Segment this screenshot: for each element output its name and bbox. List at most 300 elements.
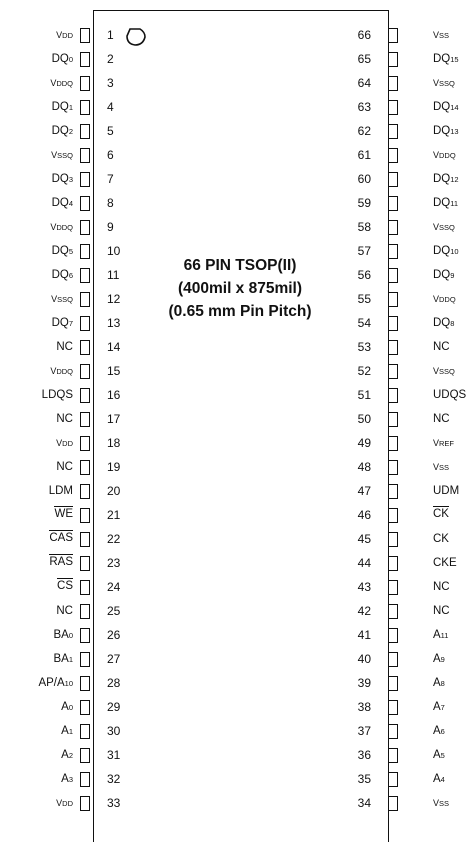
pin-signal-base: DQ bbox=[51, 197, 69, 209]
pin-signal-subscript: DD bbox=[62, 799, 73, 808]
pin-signal-subscript: DDQ bbox=[56, 223, 73, 232]
pin-pad bbox=[80, 196, 90, 211]
pin-signal-name bbox=[56, 436, 73, 451]
pin-signal-subscript: SS bbox=[439, 463, 450, 472]
pin-signal-base: DQ bbox=[51, 317, 69, 329]
package-title bbox=[140, 254, 340, 323]
pin-pad bbox=[80, 52, 90, 67]
pin-signal-subscript: 8 bbox=[440, 679, 445, 688]
pin-signal-subscript: DDQ bbox=[439, 295, 456, 304]
pin-signal-subscript: 9 bbox=[440, 655, 445, 664]
pin-signal-base: V bbox=[56, 30, 63, 40]
pin-signal-name bbox=[433, 604, 450, 618]
pin-pad bbox=[388, 580, 398, 595]
pin-pad bbox=[80, 484, 90, 499]
pin-signal-subscript: 0 bbox=[68, 631, 73, 640]
pin-signal-base: DQ bbox=[433, 269, 451, 281]
pin-pad bbox=[388, 604, 398, 619]
pin-signal-subscript: 7 bbox=[440, 703, 445, 712]
pin-pad bbox=[388, 364, 398, 379]
pin-number: 9 bbox=[107, 220, 114, 234]
pin-signal-base: NC bbox=[56, 413, 73, 425]
pin-signal-name bbox=[42, 388, 73, 402]
pin-signal-name bbox=[50, 76, 73, 91]
pin-signal-name bbox=[433, 316, 454, 331]
pin-signal-name bbox=[433, 268, 454, 283]
pin-signal-base: DQ bbox=[433, 173, 451, 185]
pin-signal-name bbox=[433, 28, 449, 43]
pin-signal-base: V bbox=[51, 294, 58, 304]
pin-signal-base: A bbox=[433, 749, 441, 761]
pin-pad bbox=[80, 340, 90, 355]
pin-signal-subscript: 10 bbox=[64, 679, 73, 688]
pin-signal-base: V bbox=[433, 366, 440, 376]
pin-pad bbox=[388, 340, 398, 355]
pin-signal-subscript: 2 bbox=[68, 127, 73, 136]
pin-pad bbox=[388, 436, 398, 451]
pin-pad bbox=[80, 652, 90, 667]
pin-number: 56 bbox=[357, 268, 371, 282]
pin-pad bbox=[80, 460, 90, 475]
pin-signal-base: CK bbox=[433, 533, 449, 545]
pin-signal-subscript: SSQ bbox=[439, 223, 455, 232]
pin-signal-subscript: 1 bbox=[68, 727, 73, 736]
pin-signal-name bbox=[433, 364, 455, 379]
pin-pad bbox=[388, 748, 398, 763]
pin-signal-name bbox=[433, 388, 466, 402]
pin-signal-name bbox=[52, 316, 73, 331]
pin-signal-base: A bbox=[433, 677, 441, 689]
pin-signal-name bbox=[433, 628, 448, 643]
pin-pad bbox=[388, 172, 398, 187]
pin-number: 3 bbox=[107, 76, 114, 90]
pin-number: 60 bbox=[357, 172, 371, 186]
pin-number: 17 bbox=[107, 412, 121, 426]
pin-signal-base: DQ bbox=[433, 125, 451, 137]
pin-pad bbox=[388, 244, 398, 259]
pin-pad bbox=[80, 580, 90, 595]
pin-signal-name bbox=[52, 244, 73, 259]
pin-number: 32 bbox=[107, 772, 121, 786]
pin-signal-name bbox=[433, 52, 459, 67]
pin-pad bbox=[80, 316, 90, 331]
chip-body-outline bbox=[93, 10, 389, 842]
pin-signal-base: V bbox=[433, 438, 440, 448]
pin-signal-subscript: SS bbox=[439, 799, 450, 808]
pin-signal-base: V bbox=[56, 798, 63, 808]
pin-pad bbox=[388, 388, 398, 403]
pin-pad bbox=[80, 28, 90, 43]
pin-number: 39 bbox=[357, 676, 371, 690]
pin-number: 42 bbox=[357, 604, 371, 618]
pin-number: 51 bbox=[357, 388, 371, 402]
pin-number: 22 bbox=[107, 532, 121, 546]
pin-signal-subscript: DDQ bbox=[56, 367, 73, 376]
pin-signal-subscript: DD bbox=[62, 31, 73, 40]
pin-signal-name bbox=[433, 532, 449, 546]
pin-signal-name bbox=[52, 172, 73, 187]
pin-number: 36 bbox=[357, 748, 371, 762]
pin-signal-name bbox=[50, 220, 73, 235]
pin-signal-name bbox=[56, 604, 73, 618]
pin-pad bbox=[80, 508, 90, 523]
pin-signal-base: A bbox=[61, 749, 69, 761]
pin-signal-subscript: 7 bbox=[68, 319, 73, 328]
pin-number: 28 bbox=[107, 676, 121, 690]
pin-signal-subscript: 6 bbox=[68, 271, 73, 280]
pin-signal-base: DQ bbox=[433, 317, 451, 329]
pin-number: 41 bbox=[357, 628, 371, 642]
pin-signal-subscript: SSQ bbox=[57, 295, 73, 304]
pin-number: 13 bbox=[107, 316, 121, 330]
pin-signal-name bbox=[433, 506, 449, 521]
pin-number: 11 bbox=[107, 268, 120, 282]
pin-pad bbox=[388, 652, 398, 667]
pin-signal-base: NC bbox=[56, 461, 73, 473]
pin-pad bbox=[80, 412, 90, 427]
pin-pad bbox=[80, 100, 90, 115]
pin-number: 18 bbox=[107, 436, 121, 450]
pin-signal-base: NC bbox=[433, 413, 450, 425]
pin-signal-base: V bbox=[50, 78, 57, 88]
pin-signal-subscript: SSQ bbox=[57, 151, 73, 160]
pin-signal-name bbox=[433, 100, 459, 115]
pin-pad bbox=[80, 172, 90, 187]
pin-signal-subscript: SSQ bbox=[439, 79, 455, 88]
pin-number: 20 bbox=[107, 484, 121, 498]
pin-signal-base: BA bbox=[53, 653, 69, 665]
pin-pad bbox=[80, 244, 90, 259]
pin-pad bbox=[388, 484, 398, 499]
pin-signal-subscript: 5 bbox=[68, 247, 73, 256]
pin-number: 66 bbox=[357, 28, 371, 42]
pin-pad bbox=[80, 292, 90, 307]
pin-signal-subscript: SSQ bbox=[439, 367, 455, 376]
pin-signal-base: A bbox=[433, 653, 441, 665]
pin-signal-base: A bbox=[433, 725, 441, 737]
pin-signal-name bbox=[56, 28, 73, 43]
pin-signal-name bbox=[433, 148, 456, 163]
pin-signal-base: V bbox=[50, 222, 57, 232]
pin-pad bbox=[80, 532, 90, 547]
pin-pad bbox=[388, 796, 398, 811]
pin-number: 25 bbox=[107, 604, 121, 618]
pin-pad bbox=[80, 268, 90, 283]
pin-pad bbox=[80, 76, 90, 91]
pin-pad bbox=[80, 364, 90, 379]
pin-number: 26 bbox=[107, 628, 121, 642]
pin-signal-base: DQ bbox=[433, 101, 451, 113]
pin-signal-subscript: 11 bbox=[440, 631, 449, 640]
pin-number: 15 bbox=[107, 364, 121, 378]
pin-signal-subscript: 2 bbox=[68, 751, 73, 760]
pin-number: 59 bbox=[357, 196, 371, 210]
pin-number: 45 bbox=[357, 532, 371, 546]
pin-number: 58 bbox=[357, 220, 371, 234]
pin-number: 27 bbox=[107, 652, 121, 666]
pin-number: 10 bbox=[107, 244, 121, 258]
pin-number: 61 bbox=[357, 148, 371, 162]
pin-number: 54 bbox=[357, 316, 371, 330]
pin-number: 49 bbox=[357, 436, 371, 450]
pin-signal-base: DQ bbox=[51, 125, 69, 137]
pin-signal-base: V bbox=[433, 222, 440, 232]
pin-number: 33 bbox=[107, 796, 121, 810]
pin-signal-name bbox=[53, 652, 73, 667]
pin-pad bbox=[80, 724, 90, 739]
pin-pad bbox=[388, 148, 398, 163]
pin-number: 23 bbox=[107, 556, 121, 570]
pin-signal-base: NC bbox=[56, 341, 73, 353]
pin-number: 2 bbox=[107, 52, 114, 66]
pin-number: 24 bbox=[107, 580, 121, 594]
pin-signal-name bbox=[56, 412, 73, 426]
pin-pad bbox=[388, 628, 398, 643]
pin-signal-subscript: 5 bbox=[440, 751, 445, 760]
pin-signal-subscript: REF bbox=[439, 439, 455, 448]
pin-signal-name bbox=[56, 460, 73, 474]
pin-signal-name bbox=[433, 772, 445, 787]
package-name: 66 PIN TSOP(II) bbox=[183, 257, 297, 274]
pin-signal-name bbox=[433, 244, 459, 259]
pin-signal-base: A bbox=[433, 629, 441, 641]
pin-number: 63 bbox=[357, 100, 371, 114]
pin-pad bbox=[388, 28, 398, 43]
pin-signal-base: DQ bbox=[51, 269, 69, 281]
pin-signal-base: CAS bbox=[49, 532, 73, 544]
pin-signal-name bbox=[61, 724, 73, 739]
pin-number: 31 bbox=[107, 748, 121, 762]
pin-number: 21 bbox=[107, 508, 121, 522]
pin-pad bbox=[80, 124, 90, 139]
pin-number: 55 bbox=[357, 292, 371, 306]
pin-signal-name bbox=[53, 628, 73, 643]
pin-pad bbox=[388, 772, 398, 787]
package-dimensions: (400mil x 875mil) bbox=[177, 280, 303, 297]
pin-signal-base: V bbox=[433, 798, 440, 808]
pin-signal-base: V bbox=[433, 30, 440, 40]
pin-signal-name bbox=[433, 724, 445, 739]
pin-signal-subscript: 12 bbox=[450, 175, 459, 184]
pin-pad bbox=[80, 604, 90, 619]
pin-signal-name bbox=[433, 700, 445, 715]
pin-pad bbox=[388, 220, 398, 235]
pin-pad bbox=[80, 676, 90, 691]
pin-signal-base: A bbox=[61, 725, 69, 737]
pin-signal-base: DQ bbox=[51, 53, 69, 65]
pin-signal-base: LDM bbox=[48, 485, 73, 497]
pin-signal-base: DQ bbox=[433, 53, 451, 65]
pin-signal-base: A bbox=[433, 773, 441, 785]
pin-pad bbox=[388, 316, 398, 331]
pin-number: 30 bbox=[107, 724, 121, 738]
pin-number: 34 bbox=[357, 796, 371, 810]
pin-signal-name bbox=[49, 530, 73, 545]
pin-signal-base: DQ bbox=[433, 245, 451, 257]
pin-pad bbox=[388, 196, 398, 211]
pin-signal-base: DQ bbox=[51, 245, 69, 257]
pin-pad bbox=[388, 100, 398, 115]
pin-signal-base: CS bbox=[57, 580, 73, 592]
pin-signal-name bbox=[433, 652, 445, 667]
pin-number: 46 bbox=[357, 508, 371, 522]
pin-signal-name bbox=[433, 556, 457, 570]
pin-signal-name bbox=[56, 796, 73, 811]
pin-signal-name bbox=[433, 460, 449, 475]
pin-number: 64 bbox=[357, 76, 371, 90]
pin-signal-name bbox=[52, 268, 73, 283]
pin-number: 14 bbox=[107, 340, 121, 354]
pin-pad bbox=[80, 796, 90, 811]
pin-signal-name bbox=[433, 676, 445, 691]
pin-signal-name bbox=[433, 124, 459, 139]
pin-signal-base: WE bbox=[54, 508, 73, 520]
pin-pad bbox=[388, 700, 398, 715]
pin-number: 47 bbox=[357, 484, 371, 498]
pin-signal-subscript: 3 bbox=[68, 775, 73, 784]
pin-signal-name bbox=[51, 292, 73, 307]
pin-signal-base: CK bbox=[433, 508, 449, 520]
pin-signal-subscript: 0 bbox=[68, 55, 73, 64]
pin-signal-name bbox=[49, 484, 73, 498]
pin-pad bbox=[80, 220, 90, 235]
pin-pad bbox=[388, 124, 398, 139]
pin-signal-name bbox=[433, 76, 455, 91]
pin-signal-subscript: 4 bbox=[68, 199, 73, 208]
pin-signal-base: BA bbox=[53, 629, 69, 641]
pin-signal-name bbox=[38, 676, 73, 691]
pin-signal-base: UDM bbox=[433, 485, 460, 497]
pin-signal-base: UDQS bbox=[433, 389, 467, 401]
pin-signal-base: V bbox=[56, 438, 63, 448]
pin-signal-base: CKE bbox=[433, 557, 457, 569]
pin-number: 7 bbox=[107, 172, 114, 186]
pin-signal-name bbox=[433, 748, 445, 763]
pin-number: 57 bbox=[357, 244, 371, 258]
pin-number: 44 bbox=[357, 556, 371, 570]
pin-signal-name bbox=[433, 796, 449, 811]
pin-signal-name bbox=[433, 340, 450, 354]
pin-pad bbox=[388, 532, 398, 547]
pin-number: 38 bbox=[357, 700, 371, 714]
pin-number: 52 bbox=[357, 364, 371, 378]
pin-signal-subscript: DD bbox=[62, 439, 73, 448]
pin-signal-subscript: 9 bbox=[450, 271, 455, 280]
pin-number: 65 bbox=[357, 52, 371, 66]
pin-signal-subscript: 10 bbox=[450, 247, 459, 256]
pin-signal-subscript: DDQ bbox=[56, 79, 73, 88]
pin-signal-name bbox=[50, 364, 73, 379]
pin-pad bbox=[80, 748, 90, 763]
pin-pad bbox=[388, 52, 398, 67]
pin-number: 40 bbox=[357, 652, 371, 666]
pin-signal-base: A bbox=[61, 701, 69, 713]
pin-signal-subscript: 14 bbox=[450, 103, 459, 112]
pin-pad bbox=[388, 556, 398, 571]
pin-pad bbox=[388, 412, 398, 427]
pin-signal-name bbox=[61, 700, 73, 715]
pin-pad bbox=[80, 556, 90, 571]
pin-signal-base: DQ bbox=[433, 197, 451, 209]
pin-signal-subscript: 0 bbox=[68, 703, 73, 712]
pin-signal-base: V bbox=[433, 150, 440, 160]
pin-signal-name bbox=[433, 484, 459, 498]
pin-number: 6 bbox=[107, 148, 114, 162]
pin-signal-name bbox=[51, 148, 73, 163]
pin-signal-subscript: 13 bbox=[450, 127, 459, 136]
pin-signal-base: V bbox=[433, 462, 440, 472]
pin-signal-base: LDQS bbox=[41, 389, 73, 401]
pin-signal-name bbox=[52, 52, 73, 67]
pin-pad bbox=[388, 460, 398, 475]
pin-number: 5 bbox=[107, 124, 114, 138]
pin-signal-base: A bbox=[433, 701, 441, 713]
pin-pad bbox=[80, 436, 90, 451]
pin-number: 4 bbox=[107, 100, 114, 114]
pin-signal-name bbox=[433, 196, 458, 211]
pin-signal-subscript: SS bbox=[439, 31, 450, 40]
pin-pad bbox=[388, 292, 398, 307]
pin-pad bbox=[388, 268, 398, 283]
pin-number: 19 bbox=[107, 460, 121, 474]
pin-signal-name bbox=[61, 748, 73, 763]
pin-signal-subscript: 3 bbox=[68, 175, 73, 184]
pin-signal-name bbox=[56, 340, 73, 354]
pin-number: 35 bbox=[357, 772, 371, 786]
pin-signal-base: DQ bbox=[51, 173, 69, 185]
pin-number: 37 bbox=[357, 724, 371, 738]
pin-signal-base: V bbox=[433, 294, 440, 304]
pin-signal-name bbox=[433, 292, 456, 307]
pin-signal-subscript: 1 bbox=[68, 103, 73, 112]
pin-pad bbox=[80, 388, 90, 403]
pin-signal-name bbox=[433, 412, 450, 426]
pin-signal-name bbox=[433, 580, 450, 594]
pin-signal-base: DQ bbox=[51, 101, 69, 113]
pin-signal-base: NC bbox=[433, 341, 450, 353]
pin-number: 8 bbox=[107, 196, 114, 210]
pin-pad bbox=[388, 676, 398, 691]
pin-signal-subscript: 4 bbox=[440, 775, 445, 784]
pin-signal-subscript: 1 bbox=[68, 655, 73, 664]
pin-signal-name bbox=[54, 506, 73, 521]
pin-signal-base: NC bbox=[433, 605, 450, 617]
pin-signal-subscript: 15 bbox=[450, 55, 459, 64]
pin-pad bbox=[80, 628, 90, 643]
pin-signal-name bbox=[49, 554, 73, 569]
pin-number: 1 bbox=[107, 28, 114, 42]
pin-number: 12 bbox=[107, 292, 121, 306]
package-pin-pitch: (0.65 mm Pin Pitch) bbox=[168, 303, 312, 320]
pin-signal-name bbox=[52, 124, 73, 139]
pin-number: 53 bbox=[357, 340, 371, 354]
pin-number: 43 bbox=[357, 580, 371, 594]
pin-number: 62 bbox=[357, 124, 371, 138]
pin-signal-name bbox=[52, 100, 73, 115]
pin-pad bbox=[388, 724, 398, 739]
pin-number: 16 bbox=[107, 388, 121, 402]
pin-signal-name bbox=[433, 220, 455, 235]
pin-signal-base: NC bbox=[56, 605, 73, 617]
pin-signal-subscript: 8 bbox=[450, 319, 455, 328]
pin-signal-base: NC bbox=[433, 581, 450, 593]
pin-signal-subscript: 11 bbox=[450, 199, 459, 208]
pin-pad bbox=[388, 76, 398, 91]
pin1-notch-marker bbox=[125, 27, 147, 47]
pin-signal-base: V bbox=[51, 150, 58, 160]
pin-signal-base: V bbox=[50, 366, 57, 376]
pin-number: 50 bbox=[357, 412, 371, 426]
